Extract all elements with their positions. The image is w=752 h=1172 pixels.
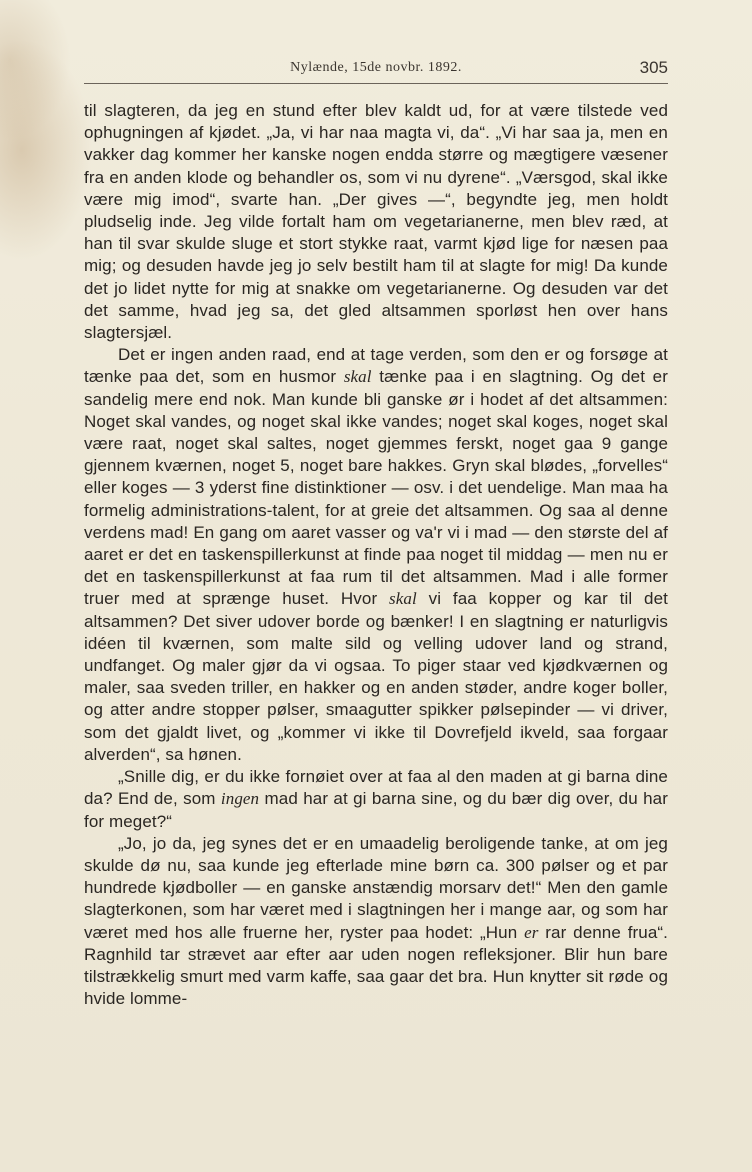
article-body <box>84 100 668 1010</box>
paragraph-text: til slagteren, da jeg en stund efter blev kaldt ud, for at være tilstede ved ophugningen af kjødet. „Ja, vi har naa magta vi, da“. „Vi har saa ja, men en vakker dag kommer her kanske nogen endda større og mægtigere væsener fra en anden klode og behandler os, som vi nu dyrene“. „Værsgod, skal ikke være mig imod“, svarte han. „Der gives —“, begyndte jeg, men holdt pludselig inde. Jeg vilde fortalt ham om vegetarianerne, men blev ræd, at han til svar skulde sluge et stort stykke raat, varmt kjød lige for næsen paa mig; og desuden havde jeg jo selv bestilt ham til at slagte for mig! Da kunde det jo lidet nytte for mig at snakke om vegetarianerne. Og desuden var det det samme, hvad jeg sa, det gled altsammen sporløst hen over hans slagtersjæl. <box>84 101 668 343</box>
paragraph-text: vi faa kopper og kar til det altsammen? Det siver udover borde og bænker! I en slagtning er naturligvis idéen til kværnen, som malte sild og velling udover land og strand, undfanget. Og maler gjør da vi ogsaa. To piger staar ved kjødkværnen og maler, saa sveden triller, en hakker og en anden støder, andre koger boller, og atter andre stopper pølser, smaagutter spikker pølsepinder — vi driver, som det gjaldt livet, og „kommer vi ikke til Dovrefjeld ikveld, saa forgaar alverden“, sa hønen. <box>84 589 668 764</box>
header-divider <box>84 83 668 84</box>
paragraph-text: „Jo, jo da, jeg synes det er en umaadelig beroligende tanke, at om jeg skulde dø nu, saa kunde jeg efterlade mine børn ca. 300 pølser og et par hundrede kjødboller — en ganske anstændig morsarv det!“ Men den gamle slagterkonen, som har været med i slagtningen her i mange aar, og som har været med hos alle fruerne her, ryster paa hodet: „Hun <box>84 833 668 942</box>
paragraph <box>84 100 668 344</box>
paragraph <box>84 766 668 833</box>
emphasis-text: er <box>524 922 539 942</box>
emphasis-text: ingen <box>220 789 260 809</box>
paragraph <box>84 833 668 1011</box>
running-header <box>84 56 668 82</box>
emphasis-text: skal <box>389 589 417 609</box>
page-number: 305 <box>639 58 668 77</box>
paragraph-text: Det er ingen anden raad, end at tage verden, som den er og forsøge at tænke paa det, som en husmor <box>84 345 668 387</box>
emphasis-text: skal <box>343 367 372 387</box>
paragraph-text: mad har at gi barna sine, og du bær dig over, du har for meget?“ <box>84 789 668 831</box>
paragraph <box>84 344 668 766</box>
paragraph-text: „Snille dig, er du ikke fornøiet over at faa al den maden at gi barna dine da? End de, som <box>84 767 668 809</box>
paragraph-text: rar denne frua“. Ragnhild tar strævet aar efter aar uden nogen refleksjoner. Blir hun bare tilstrækkelig smurt med varm kaffe, saa gaar det bra. Hun knytter sit røde og hvide lomme- <box>84 922 668 1009</box>
paragraph-text: tænke paa i en slagtning. Og det er sandelig mere end nok. Man kunde bli ganske ør i hodet af det altsammen: Noget skal vandes, og noget skal ikke vandes; noget skal koges, noget skal være raat, noget skal saltes, noget gjemmes ferskt, noget gaa 9 gange gjennem kværnen, noget 5, noget bare hakkes. Gryn skal blødes, „forvelles“ eller koges — 3 yderst fine distinktioner — osv. i det uendelige. Man maa ha formelig administrations-talent, for at greie det altsammen. Og saa al denne verdens mad! En gang om aaret vasser og va'r vi i mad — den største del af aaret er det en taskenspillerkunst at finde paa noget til middag — men nu er det en taskenspillerkunst at faa rum til det altsammen. Mad i alle former truer med at sprænge huset. Hvor <box>84 367 668 609</box>
header-title: Nylænde, 15de novbr. 1892. <box>290 60 462 75</box>
